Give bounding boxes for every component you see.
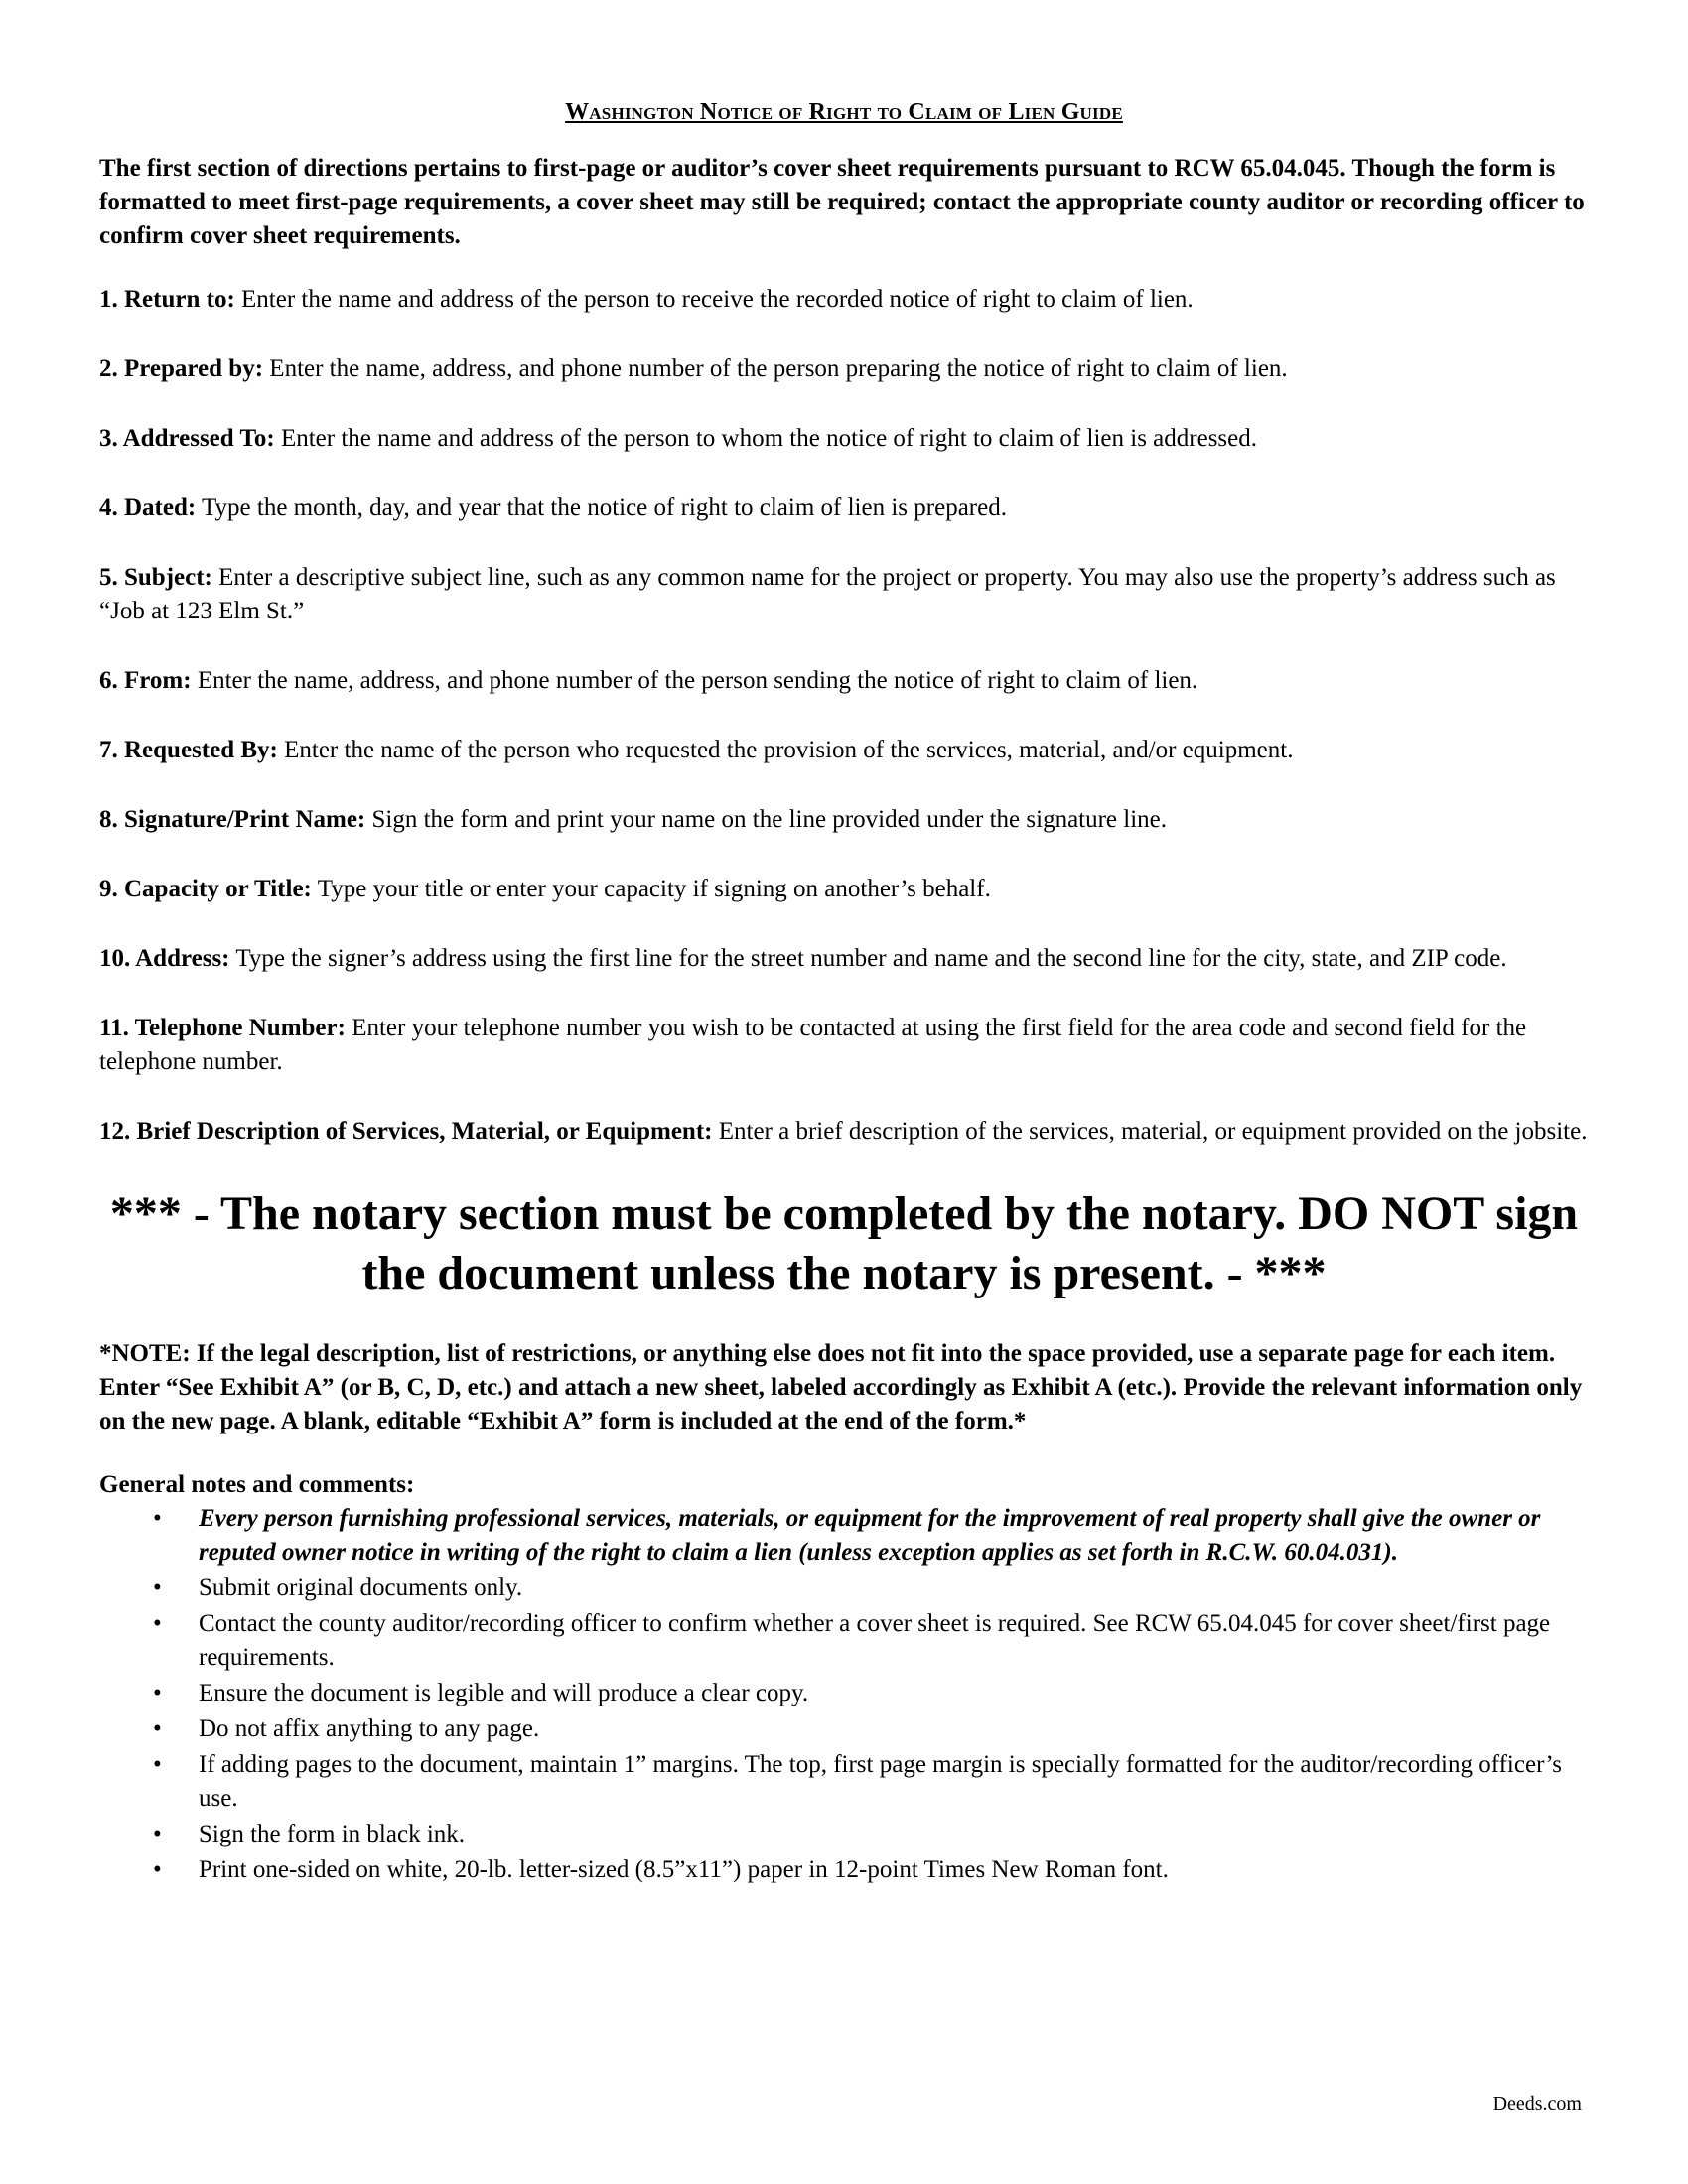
instruction-label: 3. Addressed To: [99, 425, 275, 452]
instruction-label: 7. Requested By: [99, 737, 278, 763]
instruction-item [99, 561, 1589, 628]
instruction-label: 9. Capacity or Title: [99, 876, 312, 902]
instruction-item [99, 873, 1589, 906]
list-item-text: Submit original documents only. [199, 1574, 523, 1601]
list-item-text: If adding pages to the document, maintain 1” margins. The top, first page margin is specially formatted for the auditor/recording officer’s use. [199, 1751, 1562, 1812]
instruction-text: Enter the name, address, and phone number of the person sending the notice of right to claim of lien. [191, 667, 1198, 694]
list-item [139, 1818, 1589, 1851]
list-item [139, 1677, 1589, 1710]
instruction-item [99, 664, 1589, 698]
list-item [139, 1502, 1589, 1570]
list-item-text: Do not affix anything to any page. [199, 1715, 540, 1742]
instruction-text: Sign the form and print your name on the line provided under the signature line. [365, 806, 1168, 833]
list-item [139, 1853, 1589, 1887]
instruction-item [99, 1115, 1589, 1149]
instruction-label: 1. Return to: [99, 286, 235, 313]
bullet-icon: • [153, 1505, 162, 1532]
instruction-label: 12. Brief Description of Services, Material, or Equipment: [99, 1118, 713, 1145]
list-item-text: Sign the form in black ink. [199, 1821, 466, 1847]
list-item-text: Print one-sided on white, 20-lb. letter-sized (8.5”x11”) paper in 12-point Times New Roman font. [199, 1856, 1169, 1883]
instruction-text: Enter the name, address, and phone number of the person preparing the notice of right to claim of lien. [263, 355, 1288, 382]
instruction-item [99, 734, 1589, 767]
instruction-list [99, 283, 1589, 1149]
instruction-item [99, 942, 1589, 976]
instruction-label: 11. Telephone Number: [99, 1015, 346, 1041]
notary-warning: *** - The notary section must be completed by the notary. DO NOT sign the document unless the notary is present. - *** [109, 1187, 1579, 1299]
bullet-icon: • [153, 1680, 162, 1706]
instruction-text: Enter the name and address of the person to receive the recorded notice of right to claim of lien. [234, 286, 1194, 313]
instruction-text: Enter a brief description of the services, material, or equipment provided on the jobsite. [712, 1118, 1588, 1145]
list-item [139, 1571, 1589, 1605]
list-item-text: Contact the county auditor/recording officer to confirm whether a cover sheet is required. See RCW 65.04.045 for cover sheet/first page requirements. [199, 1610, 1551, 1671]
instruction-label: 2. Prepared by: [99, 355, 264, 382]
instruction-label: 6. From: [99, 667, 192, 694]
instruction-text: Type your title or enter your capacity if signing on another’s behalf. [311, 876, 991, 902]
instruction-text: Enter the name and address of the person to whom the notice of right to claim of lien is addressed. [274, 425, 1257, 452]
instruction-text: Enter the name of the person who requested the provision of the services, material, and/or equipment. [277, 737, 1294, 763]
instruction-label: 4. Dated: [99, 494, 197, 521]
list-item [139, 1712, 1589, 1746]
list-item [139, 1748, 1589, 1816]
document-page [99, 99, 1589, 1889]
instruction-label: 5. Subject: [99, 564, 212, 591]
bullet-icon: • [153, 1610, 162, 1637]
list-item [139, 1607, 1589, 1675]
bullet-icon: • [153, 1715, 162, 1742]
list-item-text: Ensure the document is legible and will produce a clear copy. [199, 1680, 809, 1706]
bullet-icon: • [153, 1574, 162, 1601]
instruction-item [99, 803, 1589, 837]
instruction-item [99, 491, 1589, 525]
instruction-item [99, 422, 1589, 456]
footer-brand: Deeds.com [1492, 2093, 1582, 2115]
instruction-item [99, 352, 1589, 386]
instruction-text: Enter a descriptive subject line, such as any common name for the project or property. You may also use the property’s address such as “Job at 123 Elm St.” [99, 564, 1556, 624]
bullet-icon: • [153, 1751, 162, 1778]
list-item-text: Every person furnishing professional services, materials, or equipment for the improvement of real property shall give the owner or reputed owner notice in writing of the right to claim a lien (unless exception applies as set forth in R.C.W. 60.04.031). [199, 1505, 1541, 1566]
instruction-label: 8. Signature/Print Name: [99, 806, 366, 833]
instruction-text: Type the signer’s address using the first line for the street number and name and the second line for the city, state, and ZIP code. [229, 945, 1507, 972]
instruction-item [99, 283, 1589, 317]
bullet-icon: • [153, 1856, 162, 1883]
bullet-icon: • [153, 1821, 162, 1847]
instruction-text: Enter your telephone number you wish to be contacted at using the first field for the area code and second field for the telephone number. [99, 1015, 1527, 1075]
general-notes-list [99, 1502, 1589, 1887]
instruction-label: 10. Address: [99, 945, 230, 972]
instruction-text: Type the month, day, and year that the notice of right to claim of lien is prepared. [196, 494, 1007, 521]
page-title: Washington Notice of Right to Claim of Lien Guide [565, 99, 1123, 125]
intro-paragraph: The first section of directions pertains to first-page or auditor’s cover sheet requirements pursuant to RCW 65.04.045. Though the form is formatted to meet first-page requirements, a cover sheet may still be required; contact the appropriate county auditor or recording officer to confirm cover sheet requirements. [99, 155, 1585, 249]
general-notes-heading: General notes and comments: [99, 1471, 415, 1498]
instruction-item [99, 1012, 1589, 1079]
exhibit-note: *NOTE: If the legal description, list of restrictions, or anything else does not fit into the space provided, use a separate page for each item. Enter “See Exhibit A” (or B, C, D, etc.) and attach a new sheet, labeled accordingly as Exhibit A (etc.). Provide the relevant information only on the new page. A blank, editable “Exhibit A” form is included at the end of the form.* [99, 1340, 1583, 1434]
